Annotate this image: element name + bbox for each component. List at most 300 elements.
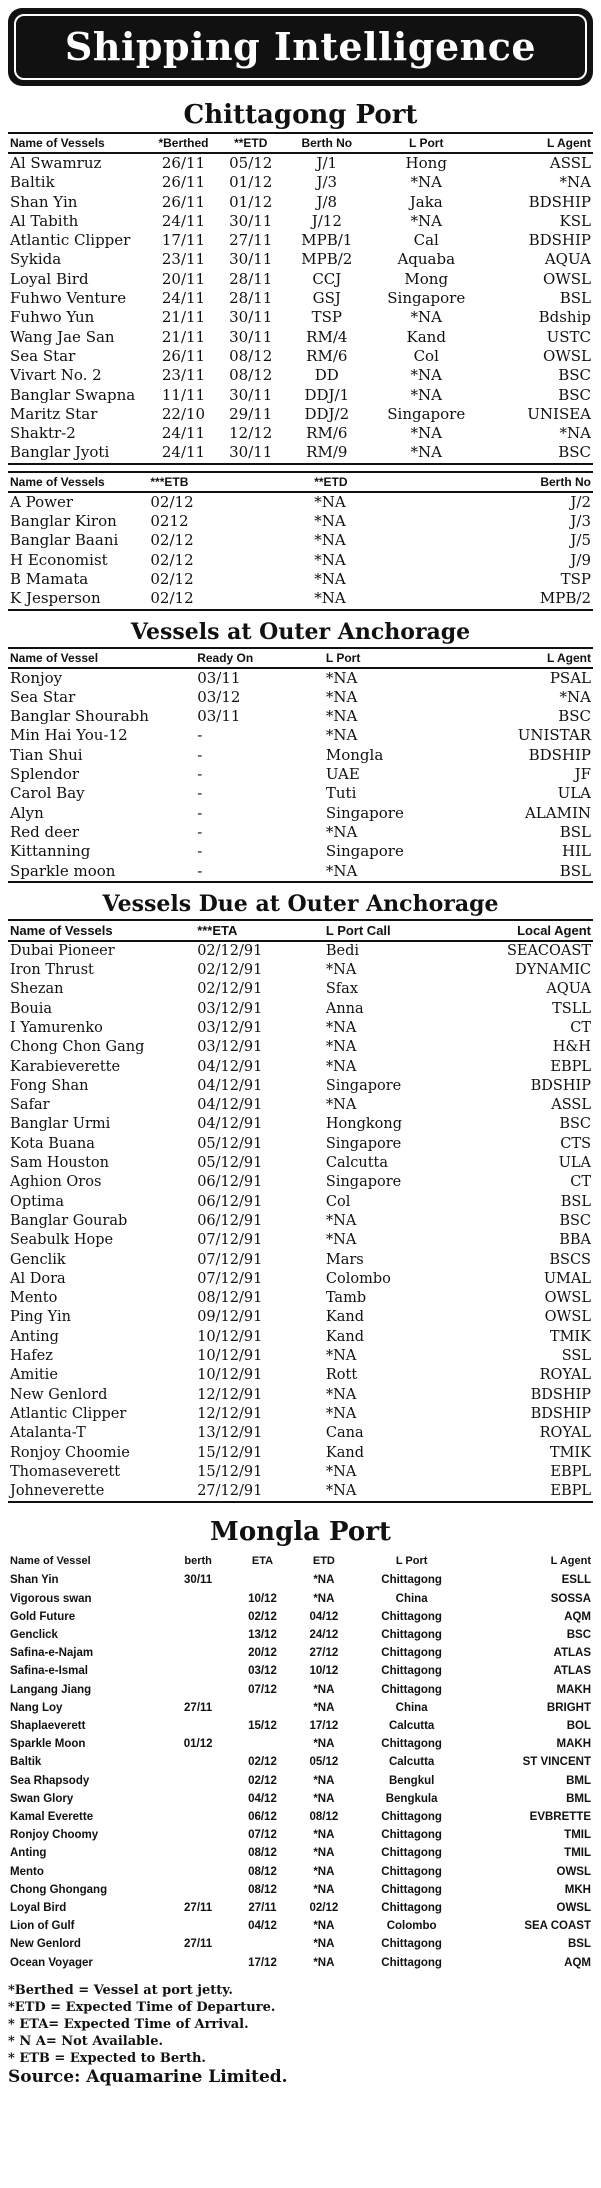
table-cell: AQUA [546, 981, 591, 998]
table-cell: 03/12/91 [197, 1039, 263, 1056]
table-cell: 08/12 [248, 1883, 277, 1896]
table-cell: - [197, 803, 203, 822]
table-cell: *NA [313, 1792, 335, 1805]
table-cell: 09/12/91 [197, 1309, 263, 1326]
table-cell: *NA [410, 366, 442, 385]
table-cell: - [197, 745, 203, 764]
table-cell: *NA [313, 1774, 335, 1787]
table-cell: B Mamata [10, 569, 89, 588]
table-cell: Aquaba [397, 250, 456, 269]
table-cell: Sam Houston [10, 1155, 109, 1172]
table-cell: *NA [410, 385, 442, 404]
table-row [8, 1193, 593, 1212]
table-cell: Langang Jiang [10, 1683, 92, 1696]
table-cell: *NA [325, 668, 358, 687]
table-cell [166, 1608, 230, 1626]
table-cell: 02/12 [150, 531, 194, 550]
table-row [8, 1000, 593, 1019]
table-cell: 05/12/91 [197, 1155, 263, 1172]
table-cell: J/12 [311, 211, 342, 230]
table-cell: 29/11 [229, 404, 273, 423]
table-cell: *NA [313, 1738, 335, 1751]
table-cell: Singapore [325, 1135, 402, 1152]
table-cell: Baltik [10, 1756, 42, 1769]
table-row [8, 823, 593, 842]
table-cell: 24/11 [161, 211, 206, 230]
table-cell: J/9 [570, 550, 591, 569]
page-title: Shipping Intelligence [64, 24, 537, 69]
table-cell [166, 1717, 230, 1735]
table-cell: 02/12/91 [197, 981, 263, 998]
table-cell: 30/11 [229, 211, 273, 230]
table-cell: 04/12 [309, 1610, 339, 1623]
table-cell: Shan Yin [10, 1574, 59, 1587]
table-cell: J/8 [316, 192, 338, 211]
table-cell [166, 1626, 230, 1644]
col-header: L Port [395, 1555, 428, 1568]
table-cell: Sea Rhapsody [10, 1774, 90, 1787]
table-row [8, 726, 593, 745]
table-cell: EBPL [550, 1058, 591, 1075]
table-cell: *NA [325, 1212, 357, 1229]
table-row [8, 707, 593, 726]
table-row [8, 1328, 593, 1347]
table-cell: BDSHIP [528, 192, 591, 211]
table-cell: Ocean Voyager [10, 1956, 93, 1969]
table-cell: Singapore [387, 289, 466, 308]
table-cell: BSL [568, 1938, 591, 1951]
table-cell: OWSL [544, 1309, 591, 1326]
table-row [8, 424, 593, 443]
table-cell: New Genlord [10, 1386, 108, 1403]
table-cell: Chittagong [381, 1883, 442, 1896]
table-row [8, 1899, 593, 1917]
table-cell: Ronjoy Choomy [10, 1829, 99, 1842]
table-cell: Singapore [325, 842, 404, 861]
table-cell: *NA [313, 1829, 335, 1842]
table-cell: EVBRETTE [529, 1811, 591, 1824]
footnote: * ETA= Expected Time of Arrival. [8, 2016, 249, 2032]
footnote: * N A= Not Available. [8, 2033, 163, 2049]
table-row [8, 941, 593, 961]
table-cell: Chittagong [381, 1956, 442, 1969]
col-header: **ETD [219, 133, 283, 153]
table-cell: 17/12 [309, 1720, 339, 1733]
table-cell: *NA [410, 308, 442, 327]
col-header: *Berthed [148, 133, 218, 153]
table-cell: Sea Star [10, 346, 76, 365]
table-cell: 10/12/91 [197, 1348, 263, 1365]
table-cell: UNISEA [527, 404, 591, 423]
col-header: Local Agent [476, 920, 593, 941]
table-cell: *NA [410, 424, 442, 443]
table-cell: *NA [410, 211, 442, 230]
table-cell: RM/6 [306, 346, 348, 365]
table-cell: TMIL [564, 1847, 591, 1860]
table-cell: BML [566, 1774, 591, 1787]
table-cell: Shaktr-2 [10, 424, 76, 443]
table-cell: - [197, 822, 203, 841]
table-cell: 30/11 [229, 308, 273, 327]
table-row [8, 366, 593, 385]
table-cell: 12/12 [229, 424, 273, 443]
table-cell: K Jesperson [8, 589, 148, 609]
table-cell: Seabulk Hope [10, 1232, 114, 1249]
table-cell: 02/12 [150, 569, 194, 588]
table-row [8, 746, 593, 765]
table-cell: *NA [313, 1956, 335, 1969]
table-cell: *NA [314, 550, 346, 569]
table-cell: 07/12 [248, 1829, 277, 1842]
table-row [8, 1790, 593, 1808]
table-cell: *NA [313, 1683, 335, 1696]
table-cell: OWSL [556, 1865, 591, 1878]
table-cell: Hafez [10, 1348, 53, 1365]
table-row [8, 1308, 593, 1327]
table-cell: HIL [562, 842, 591, 861]
table-cell: 03/11 [197, 668, 241, 687]
due-outer-anchorage-table [8, 919, 593, 1504]
outer-anchorage-table [8, 647, 593, 883]
table-row [8, 1917, 593, 1935]
table-cell: Karabieverette [10, 1058, 121, 1075]
table-cell: MKH [564, 1883, 591, 1896]
table-row [8, 570, 593, 589]
table-cell: Chittagong [381, 1938, 442, 1951]
table-cell: Colombo [386, 1920, 437, 1933]
col-header: berth [184, 1555, 212, 1568]
table-cell: 26/11 [161, 192, 206, 211]
table-cell [166, 1681, 230, 1699]
table-cell: *NA [325, 1463, 357, 1480]
table-cell: 28/11 [229, 269, 273, 288]
table-cell: 27/11 [229, 231, 273, 250]
table-cell: Fuhwo Venture [10, 289, 127, 308]
table-row [8, 1463, 593, 1482]
table-row [8, 492, 593, 512]
table-cell: 06/12/91 [197, 1193, 263, 1210]
table-cell: 02/12 [150, 492, 194, 511]
table-cell [166, 1954, 230, 1972]
table-cell [166, 1808, 230, 1826]
table-cell: Safar [10, 1097, 50, 1114]
table-cell: BSC [559, 1116, 591, 1133]
table-row [8, 250, 593, 269]
table-cell: Atlantic Clipper [10, 231, 131, 250]
table-cell: 15/12/91 [197, 1463, 263, 1480]
table-cell: 13/12/91 [197, 1425, 263, 1442]
table-cell: ATLAS [553, 1647, 591, 1660]
table-cell [166, 1753, 230, 1771]
table-cell: BML [566, 1792, 591, 1805]
table-cell: 08/12 [229, 346, 273, 365]
table-cell [230, 1699, 294, 1717]
table-cell: *NA [559, 173, 591, 192]
table-cell: Bdship [538, 308, 591, 327]
table-cell: Chong Ghongang [10, 1883, 108, 1896]
table-cell: Kand [325, 1328, 364, 1345]
table-cell: Al Dora [10, 1270, 66, 1287]
table-cell: Chittagong [381, 1629, 442, 1642]
table-cell: Ping Yin [10, 1309, 71, 1326]
table-cell: 07/12/91 [197, 1270, 263, 1287]
table-cell: Gold Future [10, 1610, 76, 1623]
table-cell: Singapore [325, 1174, 402, 1191]
table-row [8, 1699, 593, 1717]
table-cell: 02/12 [150, 550, 194, 569]
table-cell: Anting [10, 1328, 59, 1345]
table-cell: RM/6 [306, 424, 348, 443]
table-cell: JF [574, 765, 591, 784]
table-cell: Hong [405, 154, 447, 172]
table-cell: *NA [325, 726, 358, 745]
table-cell: 24/11 [161, 289, 206, 308]
table-cell: *NA [325, 1097, 357, 1114]
due-outer-anchorage-heading: Vessels Due at Outer Anchorage [102, 890, 499, 917]
table-cell: 10/12/91 [197, 1367, 263, 1384]
table-cell: New Genlord [10, 1938, 81, 1951]
table-cell: 26/11 [161, 346, 206, 365]
table-cell: AQUA [544, 250, 591, 269]
table-cell: 30/11 [184, 1574, 213, 1587]
table-cell: Mars [325, 1251, 364, 1268]
table-cell [166, 1590, 230, 1608]
table-row [8, 784, 593, 803]
table-cell: 07/12 [248, 1683, 277, 1696]
table-cell: Ronjoy Choomie [10, 1444, 130, 1461]
table-cell: Safina-e-Najam [10, 1647, 94, 1660]
table-cell: Chittagong [381, 1574, 442, 1587]
table-cell: OWSL [544, 1290, 591, 1307]
table-cell: Tuti [325, 784, 357, 803]
table-cell: MAKH [556, 1683, 591, 1696]
table-cell: 30/11 [229, 385, 273, 404]
table-cell: Rott [325, 1367, 358, 1384]
table-cell: 03/12/91 [197, 1019, 263, 1036]
col-header: L Port [371, 133, 482, 153]
table-cell: Vivart No. 2 [10, 366, 102, 385]
table-cell: Banglar Kiron [10, 512, 117, 531]
table-cell: China [395, 1701, 428, 1714]
masthead [8, 8, 593, 86]
table-header-row [8, 648, 593, 668]
table-row [8, 1626, 593, 1644]
table-header-row [8, 1549, 593, 1571]
table-row [8, 1424, 593, 1443]
table-cell: 04/12/91 [197, 1077, 263, 1094]
table-cell: 04/12 [248, 1920, 277, 1933]
table-cell: Maritz Star [10, 404, 98, 423]
table-cell: Chittagong [381, 1811, 442, 1824]
table-cell: Sykida [10, 250, 62, 269]
table-cell: 15/12 [248, 1720, 277, 1733]
chittagong-heading: Chittagong Port [183, 100, 418, 130]
table-cell: 08/12 [248, 1847, 277, 1860]
table-cell: 26/11 [161, 154, 206, 172]
table-cell: 04/12/91 [197, 1097, 263, 1114]
table-cell: 24/12 [309, 1629, 339, 1642]
table-cell: Loyal Bird [10, 269, 89, 288]
table-cell: OWSL [543, 346, 591, 365]
table-cell: J/1 [316, 154, 338, 172]
col-header: Name of Vessels [8, 133, 148, 153]
table-cell: Sea Star [10, 687, 76, 706]
table-row [8, 1644, 593, 1662]
table-cell: Col [325, 1193, 351, 1210]
table-row [8, 1735, 593, 1753]
table-cell: 30/11 [229, 250, 273, 269]
table-row [8, 1115, 593, 1134]
table-cell: *NA [325, 822, 358, 841]
table-cell: 02/12 [309, 1902, 339, 1915]
table-cell: BSC [558, 385, 591, 404]
table-cell: Amitie [10, 1367, 58, 1384]
table-cell: Lion of Gulf [10, 1920, 75, 1933]
table-cell: *NA [325, 1039, 357, 1056]
table-row [8, 1808, 593, 1826]
table-cell: 01/12 [183, 1738, 213, 1751]
table-cell: SEA COAST [524, 1920, 591, 1933]
source-credit: Source: Aquamarine Limited. [8, 2066, 288, 2087]
table-cell: BSC [558, 707, 591, 726]
table-cell: BSL [559, 289, 591, 308]
table-cell: Singapore [325, 1077, 402, 1094]
table-row [8, 1826, 593, 1844]
table-row [8, 1077, 593, 1096]
table-cell [166, 1662, 230, 1680]
masthead-frame [14, 14, 587, 80]
footnote: * ETB = Expected to Berth. [8, 2050, 206, 2066]
table-cell: 22/10 [161, 404, 206, 423]
table-cell: Kand [406, 327, 446, 346]
table-cell: 24/11 [148, 443, 218, 463]
table-cell: Calcutta [388, 1756, 435, 1769]
table-cell: Genclik [10, 1251, 66, 1268]
table-row [8, 1954, 593, 1972]
table-cell: Al Swamruz [10, 154, 102, 172]
table-row [8, 531, 593, 550]
table-cell: 15/12/91 [197, 1444, 263, 1461]
table-row [8, 212, 593, 231]
table-cell: Banglar Jyoti [8, 443, 148, 463]
table-cell [166, 1790, 230, 1808]
table-cell: DDJ/1 [304, 385, 350, 404]
col-header: Berth No [283, 133, 371, 153]
table-cell: *NA [324, 862, 476, 882]
table-cell: 12/12/91 [197, 1386, 263, 1403]
table-row [8, 1482, 593, 1502]
table-cell: BSC [558, 366, 591, 385]
table-cell: Tamb [325, 1290, 367, 1307]
col-header: Name of Vessels [8, 920, 195, 941]
table-row [8, 1096, 593, 1115]
table-cell: Alyn [10, 803, 44, 822]
table-cell: - [197, 765, 203, 784]
table-cell: Wang Jae San [10, 327, 115, 346]
table-cell: Al Tabith [10, 211, 79, 230]
table-cell: - [197, 784, 203, 803]
table-cell: *NA [325, 1058, 357, 1075]
table-cell: CCJ [312, 269, 342, 288]
newspaper-page [8, 0, 593, 2086]
table-cell: 04/12/91 [197, 1058, 263, 1075]
table-cell: 11/11 [161, 385, 206, 404]
table-cell: 24/11 [161, 424, 206, 443]
table-cell: Sparkle Moon [10, 1738, 86, 1751]
table-cell: ULA [558, 1155, 591, 1172]
table-cell: 17/11 [161, 231, 206, 250]
footnote: *ETD = Expected Time of Departure. [8, 1999, 276, 2015]
table-row [8, 688, 593, 707]
table-cell: EBPL [476, 1482, 593, 1502]
table-cell: Johneverette [8, 1482, 195, 1502]
table-cell: J/3 [316, 173, 338, 192]
table-cell: OWSL [556, 1902, 591, 1915]
table-row [8, 1608, 593, 1626]
table-cell: Bedi [325, 942, 360, 959]
table-row [8, 270, 593, 289]
table-cell: China [395, 1592, 428, 1605]
table-row [8, 512, 593, 531]
table-cell: 26/11 [161, 173, 206, 192]
col-header: L Agent [476, 648, 593, 668]
table-cell: Calcutta [388, 1720, 435, 1733]
table-cell: 17/12 [248, 1956, 277, 1969]
table-cell: CTS [560, 1135, 591, 1152]
table-cell: DYNAMIC [514, 962, 591, 979]
table-cell: BSC [559, 1212, 591, 1229]
table-cell: *NA [313, 1574, 335, 1587]
table-cell: Chittagong [381, 1829, 442, 1842]
table-row [8, 173, 593, 192]
table-cell: Singapore [325, 803, 404, 822]
table-cell: SSL [561, 1348, 591, 1365]
table-cell: EBPL [550, 1463, 591, 1480]
table-cell: BSL [560, 1193, 591, 1210]
table-row [8, 842, 593, 861]
table-cell: *NA [559, 424, 591, 443]
table-cell: *NA [314, 512, 346, 531]
table-cell: BBA [559, 1232, 591, 1249]
table-cell: Red deer [10, 822, 80, 841]
table-cell: 28/11 [229, 289, 273, 308]
table-cell: DD [314, 366, 339, 385]
table-cell: Shezan [10, 981, 64, 998]
table-cell: H Economist [10, 550, 108, 569]
col-header: L Agent [482, 133, 593, 153]
table-cell: 10/12/91 [197, 1328, 263, 1345]
table-cell: SOSSA [550, 1592, 591, 1605]
table-row [8, 1212, 593, 1231]
table-cell: Min Hai You-12 [10, 726, 128, 745]
table-cell [230, 1571, 294, 1589]
table-cell: 04/12 [248, 1792, 277, 1805]
table-cell: Chittagong [381, 1647, 442, 1660]
chittagong-ship-table [8, 132, 593, 465]
table-cell [230, 1935, 294, 1953]
table-cell: 02/12 [148, 589, 312, 609]
table-row [8, 862, 593, 882]
table-cell: Mong [404, 269, 449, 288]
table-cell: Fuhwo Yun [10, 308, 95, 327]
table-row [8, 1881, 593, 1899]
table-cell: 07/12/91 [197, 1251, 263, 1268]
table-cell: USTC [546, 327, 591, 346]
table-row [8, 1571, 593, 1589]
table-cell: Optima [10, 1193, 65, 1210]
table-row [8, 1231, 593, 1250]
table-cell: BDSHIP [530, 1077, 591, 1094]
